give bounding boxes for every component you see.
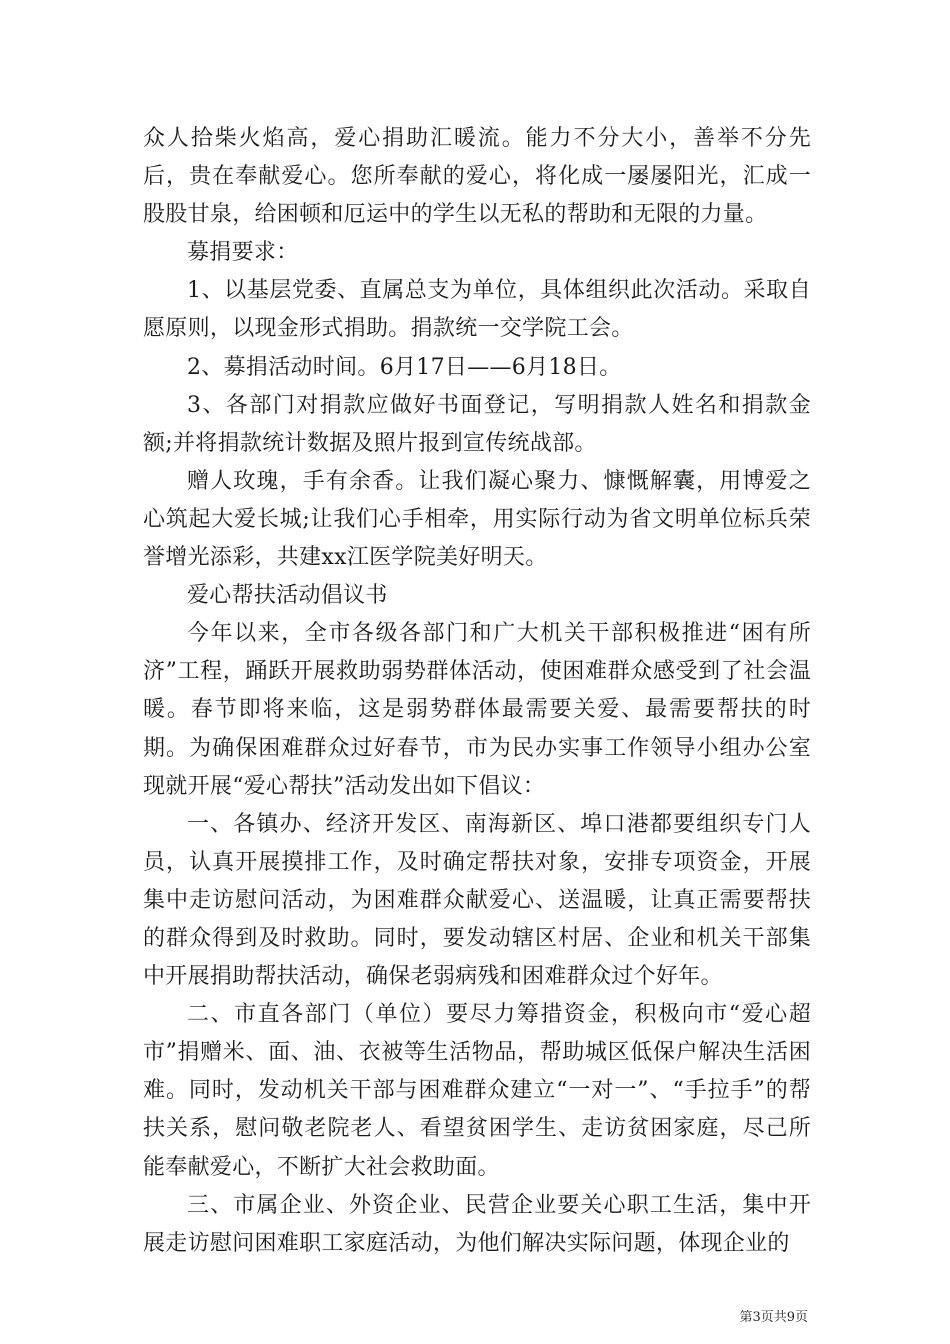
paragraph-6: 赠人玫瑰，手有余香。让我们凝心聚力、慷慨解囊，用博爱之心筑起大爱长城;让我们心手相牵，用实际行动为省文明单位标兵荣誉增光添彩，共建xx江医学院美好明天。 — [143, 468, 811, 571]
paragraph-5: 3、各部门对捐款应做好书面登记，写明捐款人姓名和捐款金额;并将捐款统计数据及照片报到宣传统战部。 — [143, 392, 811, 456]
paragraph-4: 2、募捐活动时间。6月17日——6月18日。 — [187, 354, 622, 380]
paragraph-9: 一、各镇办、经济开发区、南海新区、埠口港都要组织专门人员，认真开展摸排工作，及时确定帮扶对象，安排专项资金，开展集中走访慰问活动，为困难群众献爱心、送温暖，让真正需要帮扶的群众得到及时救助。同时，要发动辖区村居、企业和机关干部集中开展捐助帮扶活动，确保老弱病残和困难群众过个好年。 — [143, 811, 811, 990]
paragraph-2: 募捐要求： — [187, 240, 299, 266]
page-number: 第3页共9页 — [739, 1310, 808, 1325]
section-title: 爱心帮扶活动倡议书 — [187, 583, 388, 609]
paragraph-11: 三、市属企业、外资企业、民营企业要关心职工生活，集中开展走访慰问困难职工家庭活动，为他们解决实际问题，体现企业的 — [143, 1192, 811, 1256]
paragraph-10: 二、市直各部门（单位）要尽力筹措资金，积极向市“爱心超市”捐赠米、面、油、衣被等生活物品，帮助城区低保户解决生活困难。同时，发动机关干部与困难群众建立“一对一”、“手拉手”的帮扶关系，慰问敬老院老人、看望贫困学生、走访贫困家庭，尽己所能奉献爱心，不断扩大社会救助面。 — [143, 1002, 811, 1180]
document-body — [143, 120, 811, 1263]
paragraph-3: 1、以基层党委、直属总支为单位，具体组织此次活动。采取自愿原则，以现金形式捐助。捐款统一交学院工会。 — [143, 278, 811, 342]
paragraph-1: 众人拾柴火焰高，爱心捐助汇暖流。能力不分大小，善举不分先后，贵在奉献爱心。您所奉献的爱心，将化成一屡屡阳光，汇成一股股甘泉，给困顿和厄运中的学生以无私的帮助和无限的力量。 — [143, 126, 811, 228]
paragraph-8: 今年以来，全市各级各部门和广大机关干部积极推进“困有所济”工程，踊跃开展救助弱势群体活动，使困难群众感受到了社会温暖。春节即将来临，这是弱势群体最需要关爱、最需要帮扶的时期。为确保困难群众过好春节，市为民办实事工作领导小组办公室现就开展“爱心帮扶”活动发出如下倡议： — [143, 621, 811, 799]
